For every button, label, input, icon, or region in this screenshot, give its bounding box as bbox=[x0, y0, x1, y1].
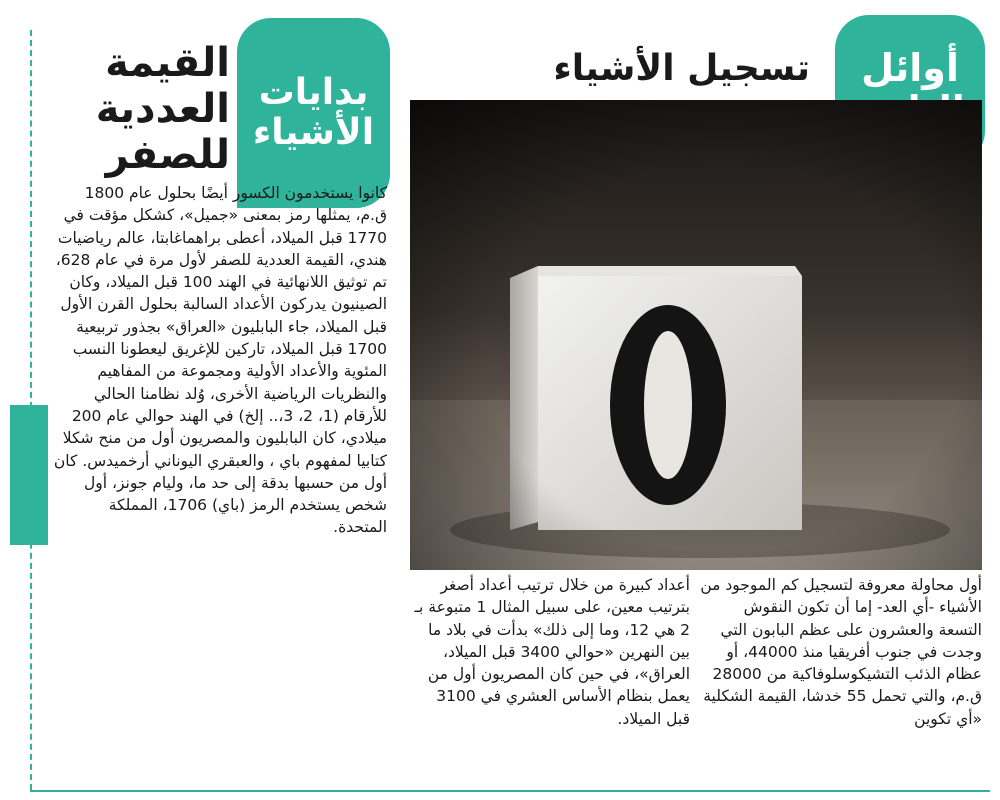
section-tag-firsts-label: أوائل bbox=[861, 46, 959, 91]
zero-block-photo bbox=[410, 100, 982, 570]
article-column-right bbox=[700, 574, 982, 730]
article-paragraph-right: أول محاولة معروفة لتسجيل كم الموجود من الأشياء -أي العد- إما أن تكون النقوش التسعة والعشرون على عظم البابون التي وجدت في جنوب أفريقيا منذ 44000، أو عظام الذئب التشيكوسلوفاكية من 28000 ق.م، والتي تحمل 55 خدشا، القيمة الشكلية «أي تكوين bbox=[700, 576, 982, 728]
article-paragraph-middle: أعداد كبيرة من خلال ترتيب أعداد أصغر بترتيب معين، على سبيل المثال 1 متبوعة بـ 2 هي 12، وما إلى ذلك» بدأت في بلاد ما بين النهرين «حوالي 3400 قبل الميلاد، العراق»، في حين كان المصريون أول من يعمل بنظام الأساس العشري في 3100 قبل الميلاد. bbox=[414, 576, 690, 728]
section-tag-beginnings bbox=[237, 18, 390, 208]
sidebar-paragraph: كانوا يستخدمون الكسور أيضًا بحلول عام 1800 ق.م، يمثلها رمز بمعنى «جميل»، كشكل مؤقت في 1770 قبل الميلاد، أعطى براهماغابتا، عالم رياضيات هندي، القيمة العددية للصفر لأول مرة في عام 628، تم توثيق اللانهائية في الهند 100 قبل الميلاد، وكان الصينيون يدركون الأعداد السالبة بحلول القرن الأول قبل الميلاد، جاء البابليون «العراق» بجذور تربيعية 1700 قبل الميلاد، تاركين للإغريق ليعطونا النسب المئوية والأعداد الأولية ومجموعة من المفاهيم والنظريات الرياضية الأخرى، وُلد نظامنا الحالي للأرقام (1، 2، 3،.. إلخ) في الهند حوالي عام 200 ميلادي، كان البابليون والمصريون أول من منح شكلا كتابيا لمفهوم باي ، والعبقري اليوناني أرخميدس. كان أول من حسبها بدقة إلى حد ما، وليام جونز، أول شخص يستخدم الرمز (باي) 1706، المملكة المتحدة. bbox=[53, 184, 387, 537]
article-column-middle bbox=[410, 574, 690, 730]
side-accent-block bbox=[10, 405, 48, 545]
section-tag-beginnings-label: بدايات الأشياء bbox=[252, 72, 375, 153]
page-frame-bottom-line bbox=[30, 790, 990, 792]
sidebar-title: القيمة العددية للصفر bbox=[95, 40, 230, 178]
article-title: تسجيل الأشياء bbox=[553, 48, 810, 89]
sidebar-body-text bbox=[52, 182, 387, 539]
